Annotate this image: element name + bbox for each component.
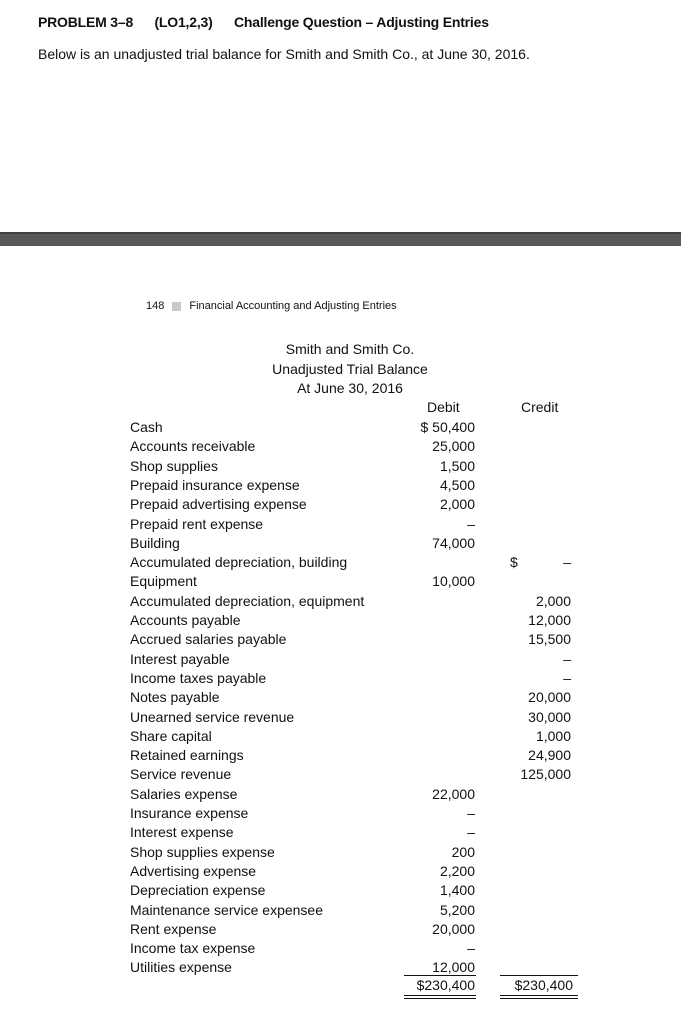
credit-subtotal-rule bbox=[500, 975, 578, 976]
account-label: Interest payable bbox=[130, 651, 230, 667]
problem-title: Challenge Question – Adjusting Entries bbox=[233, 14, 489, 30]
credit-amount: 15,500 bbox=[528, 631, 571, 647]
account-label: Advertising expense bbox=[130, 863, 257, 879]
account-label: Service revenue bbox=[130, 766, 232, 782]
account-label: Equipment bbox=[130, 573, 197, 589]
company-name: Smith and Smith Co. bbox=[285, 341, 415, 357]
credit-total: $230,400 bbox=[514, 977, 573, 993]
account-label: Accounts payable bbox=[130, 612, 241, 628]
debit-total: $230,400 bbox=[416, 977, 475, 993]
account-label: Income taxes payable bbox=[130, 670, 267, 686]
debit-amount: 5,200 bbox=[439, 902, 475, 918]
debit-amount: – bbox=[467, 516, 475, 532]
account-label: Building bbox=[130, 535, 180, 551]
account-label: Utilities expense bbox=[130, 959, 232, 975]
account-label: Prepaid insurance expense bbox=[130, 477, 300, 493]
credit-amount: 30,000 bbox=[528, 709, 571, 725]
credit-amount: 24,900 bbox=[528, 747, 571, 763]
problem-number: PROBLEM 3–8 bbox=[38, 14, 134, 30]
account-label: Interest expense bbox=[130, 824, 234, 840]
debit-amount: 12,000 bbox=[432, 959, 475, 975]
credit-double-rule-2 bbox=[500, 998, 578, 999]
debit-amount: 22,000 bbox=[432, 786, 475, 802]
credit-amount: 12,000 bbox=[528, 612, 571, 628]
debit-amount: 20,000 bbox=[432, 921, 475, 937]
credit-amount: 20,000 bbox=[528, 689, 571, 705]
debit-header: Debit bbox=[427, 399, 460, 415]
account-label: Accumulated depreciation, building bbox=[130, 554, 348, 570]
debit-amount: 2,000 bbox=[439, 496, 475, 512]
page-number: 148 bbox=[146, 300, 165, 312]
account-label: Accumulated depreciation, equipment bbox=[130, 593, 365, 609]
debit-amount: – bbox=[467, 940, 475, 956]
debit-double-rule-1 bbox=[404, 995, 476, 996]
debit-double-rule-2 bbox=[404, 998, 476, 999]
account-label: Maintenance service expensee bbox=[130, 902, 324, 918]
debit-amount: 1,500 bbox=[439, 458, 475, 474]
account-label: Retained earnings bbox=[130, 747, 244, 763]
account-label: Salaries expense bbox=[130, 786, 238, 802]
debit-amount: 25,000 bbox=[432, 438, 475, 454]
debit-amount: 2,200 bbox=[439, 863, 475, 879]
account-label: Prepaid rent expense bbox=[130, 516, 264, 532]
debit-amount: 74,000 bbox=[432, 535, 475, 551]
account-label: Accrued salaries payable bbox=[130, 631, 287, 647]
debit-amount: 4,500 bbox=[439, 477, 475, 493]
debit-amount: – bbox=[467, 824, 475, 840]
bullet-square-icon bbox=[172, 302, 181, 311]
account-label: Notes payable bbox=[130, 689, 220, 705]
problem-heading bbox=[38, 14, 489, 30]
debit-amount: $ 50,400 bbox=[420, 419, 475, 435]
problem-intro: Below is an unadjusted trial balance for Smith and Smith Co., at June 30, 2016. bbox=[38, 46, 530, 62]
account-label: Income tax expense bbox=[130, 940, 256, 956]
problem-objectives: (LO1,2,3) bbox=[154, 14, 213, 30]
account-label: Unearned service revenue bbox=[130, 709, 295, 725]
debit-amount: – bbox=[467, 805, 475, 821]
account-label: Rent expense bbox=[130, 921, 217, 937]
credit-amount: – bbox=[563, 670, 571, 686]
account-label: Insurance expense bbox=[130, 805, 249, 821]
account-label: Cash bbox=[130, 419, 163, 435]
account-label: Share capital bbox=[130, 728, 212, 744]
debit-amount: 10,000 bbox=[432, 573, 475, 589]
debit-amount: 200 bbox=[451, 844, 475, 860]
account-label: Shop supplies expense bbox=[130, 844, 275, 860]
credit-dollar-sign: $ bbox=[510, 554, 518, 570]
account-label: Prepaid advertising expense bbox=[130, 496, 307, 512]
statement-date: At June 30, 2016 bbox=[297, 380, 403, 396]
credit-double-rule-1 bbox=[500, 995, 578, 996]
credit-amount: – bbox=[563, 651, 571, 667]
credit-amount: 1,000 bbox=[535, 728, 571, 744]
running-head bbox=[146, 300, 397, 312]
account-label: Shop supplies bbox=[130, 458, 218, 474]
debit-subtotal-rule bbox=[404, 975, 476, 976]
credit-amount: – bbox=[563, 554, 571, 570]
credit-header: Credit bbox=[521, 399, 559, 415]
account-label: Depreciation expense bbox=[130, 882, 266, 898]
debit-amount: 1,400 bbox=[439, 882, 475, 898]
account-label: Accounts receivable bbox=[130, 438, 256, 454]
credit-amount: 125,000 bbox=[520, 766, 571, 782]
page-divider-band bbox=[0, 232, 681, 246]
chapter-title: Financial Accounting and Adjusting Entries bbox=[189, 300, 397, 312]
statement-name: Unadjusted Trial Balance bbox=[272, 361, 428, 377]
credit-amount: 2,000 bbox=[535, 593, 571, 609]
